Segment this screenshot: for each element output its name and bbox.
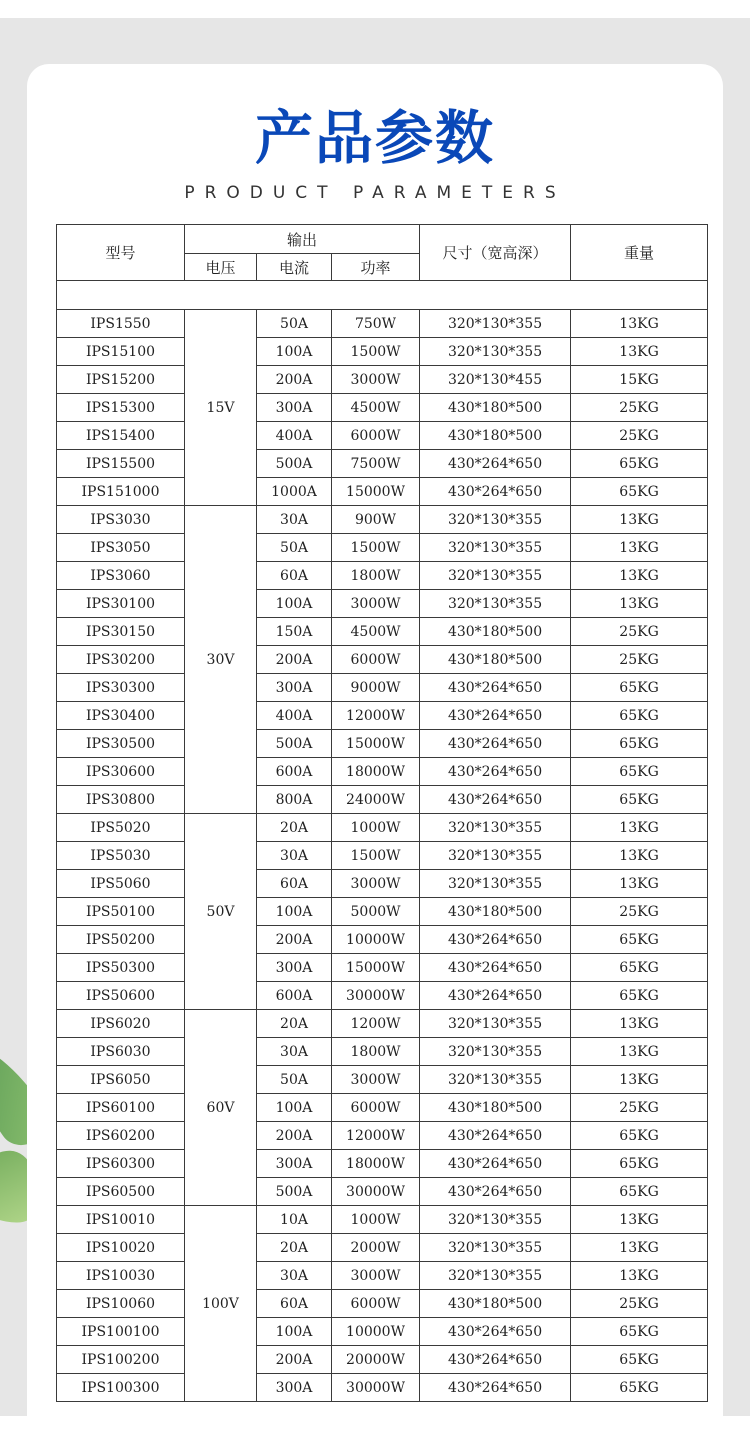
cell-current: 500A xyxy=(257,1178,332,1206)
cell-weight: 65KG xyxy=(571,674,708,702)
cell-model: IPS30200 xyxy=(57,646,185,674)
cell-size: 320*130*355 xyxy=(420,1262,571,1290)
cell-model: IPS5030 xyxy=(57,842,185,870)
table-row xyxy=(57,814,708,842)
cell-weight: 13KG xyxy=(571,590,708,618)
cell-model: IPS15300 xyxy=(57,394,185,422)
cell-size: 430*264*650 xyxy=(420,1374,571,1402)
cell-power: 3000W xyxy=(332,1066,420,1094)
cell-power: 15000W xyxy=(332,478,420,506)
cell-weight: 13KG xyxy=(571,310,708,338)
cell-weight: 65KG xyxy=(571,926,708,954)
cell-weight: 25KG xyxy=(571,394,708,422)
table-row xyxy=(57,618,708,646)
cell-model: IPS10060 xyxy=(57,1290,185,1318)
cell-size: 430*180*500 xyxy=(420,646,571,674)
cell-weight: 25KG xyxy=(571,898,708,926)
cell-size: 430*264*650 xyxy=(420,674,571,702)
cell-size: 430*180*500 xyxy=(420,618,571,646)
cell-size: 430*180*500 xyxy=(420,1094,571,1122)
cell-size: 430*264*650 xyxy=(420,730,571,758)
cell-current: 60A xyxy=(257,562,332,590)
table-row xyxy=(57,1038,708,1066)
cell-current: 300A xyxy=(257,394,332,422)
spacer-row xyxy=(57,281,708,310)
cell-size: 320*130*355 xyxy=(420,1066,571,1094)
cell-weight: 65KG xyxy=(571,702,708,730)
cell-voltage: 30V xyxy=(185,506,257,814)
cell-current: 400A xyxy=(257,702,332,730)
cell-model: IPS30800 xyxy=(57,786,185,814)
cell-power: 24000W xyxy=(332,786,420,814)
cell-weight: 13KG xyxy=(571,534,708,562)
cell-current: 20A xyxy=(257,1010,332,1038)
cell-size: 430*264*650 xyxy=(420,926,571,954)
table-row xyxy=(57,842,708,870)
cell-weight: 13KG xyxy=(571,1262,708,1290)
table-row xyxy=(57,478,708,506)
cell-current: 100A xyxy=(257,338,332,366)
cell-size: 430*264*650 xyxy=(420,1150,571,1178)
cell-size: 320*130*355 xyxy=(420,534,571,562)
table-row xyxy=(57,898,708,926)
cell-power: 7500W xyxy=(332,450,420,478)
cell-model: IPS3050 xyxy=(57,534,185,562)
cell-size: 430*264*650 xyxy=(420,702,571,730)
cell-size: 320*130*355 xyxy=(420,310,571,338)
cell-current: 200A xyxy=(257,646,332,674)
cell-size: 430*264*650 xyxy=(420,478,571,506)
cell-current: 300A xyxy=(257,1374,332,1402)
cell-power: 30000W xyxy=(332,1374,420,1402)
cell-weight: 65KG xyxy=(571,954,708,982)
cell-power: 6000W xyxy=(332,1094,420,1122)
table-row xyxy=(57,730,708,758)
cell-current: 600A xyxy=(257,982,332,1010)
cell-power: 750W xyxy=(332,310,420,338)
table-row xyxy=(57,1178,708,1206)
cell-weight: 65KG xyxy=(571,450,708,478)
table-row xyxy=(57,1290,708,1318)
cell-model: IPS5060 xyxy=(57,870,185,898)
cell-current: 200A xyxy=(257,926,332,954)
cell-power: 30000W xyxy=(332,982,420,1010)
table-row xyxy=(57,534,708,562)
cell-weight: 25KG xyxy=(571,422,708,450)
cell-power: 3000W xyxy=(332,1262,420,1290)
cell-current: 100A xyxy=(257,1094,332,1122)
header-weight: 重量 xyxy=(571,225,708,281)
cell-current: 300A xyxy=(257,954,332,982)
cell-current: 10A xyxy=(257,1206,332,1234)
cell-power: 1000W xyxy=(332,1206,420,1234)
cell-power: 4500W xyxy=(332,618,420,646)
cell-power: 3000W xyxy=(332,366,420,394)
header-power: 功率 xyxy=(332,254,420,281)
cell-size: 430*264*650 xyxy=(420,1318,571,1346)
cell-model: IPS50100 xyxy=(57,898,185,926)
cell-model: IPS6030 xyxy=(57,1038,185,1066)
cell-size: 430*180*500 xyxy=(420,1290,571,1318)
cell-model: IPS5020 xyxy=(57,814,185,842)
cell-power: 1000W xyxy=(332,814,420,842)
cell-model: IPS60500 xyxy=(57,1178,185,1206)
cell-model: IPS50300 xyxy=(57,954,185,982)
cell-current: 500A xyxy=(257,730,332,758)
table-row xyxy=(57,338,708,366)
table-row xyxy=(57,1262,708,1290)
cell-current: 100A xyxy=(257,590,332,618)
cell-model: IPS10020 xyxy=(57,1234,185,1262)
cell-current: 600A xyxy=(257,758,332,786)
cell-voltage: 15V xyxy=(185,310,257,506)
cell-model: IPS15500 xyxy=(57,450,185,478)
table-row xyxy=(57,422,708,450)
cell-current: 300A xyxy=(257,674,332,702)
cell-model: IPS6020 xyxy=(57,1010,185,1038)
cell-power: 1200W xyxy=(332,1010,420,1038)
cell-model: IPS30150 xyxy=(57,618,185,646)
cell-power: 6000W xyxy=(332,1290,420,1318)
cell-current: 30A xyxy=(257,1038,332,1066)
cell-weight: 13KG xyxy=(571,814,708,842)
cell-current: 150A xyxy=(257,618,332,646)
table-row xyxy=(57,674,708,702)
cell-model: IPS100200 xyxy=(57,1346,185,1374)
cell-weight: 65KG xyxy=(571,478,708,506)
page-title: 产品参数 xyxy=(254,104,495,172)
cell-power: 1500W xyxy=(332,338,420,366)
cell-weight: 65KG xyxy=(571,982,708,1010)
cell-power: 20000W xyxy=(332,1346,420,1374)
cell-power: 30000W xyxy=(332,1178,420,1206)
table-row xyxy=(57,786,708,814)
cell-model: IPS30500 xyxy=(57,730,185,758)
cell-model: IPS60200 xyxy=(57,1122,185,1150)
cell-current: 100A xyxy=(257,898,332,926)
cell-current: 200A xyxy=(257,366,332,394)
cell-weight: 65KG xyxy=(571,1346,708,1374)
cell-power: 3000W xyxy=(332,590,420,618)
cell-power: 1500W xyxy=(332,534,420,562)
cell-power: 18000W xyxy=(332,1150,420,1178)
cell-size: 320*130*355 xyxy=(420,562,571,590)
cell-model: IPS15100 xyxy=(57,338,185,366)
cell-model: IPS1550 xyxy=(57,310,185,338)
cell-size: 430*180*500 xyxy=(420,422,571,450)
parameter-table xyxy=(56,224,708,1402)
cell-size: 430*264*650 xyxy=(420,1346,571,1374)
cell-current: 60A xyxy=(257,1290,332,1318)
cell-voltage: 100V xyxy=(185,1206,257,1402)
cell-model: IPS30100 xyxy=(57,590,185,618)
cell-current: 1000A xyxy=(257,478,332,506)
cell-power: 2000W xyxy=(332,1234,420,1262)
cell-weight: 25KG xyxy=(571,1094,708,1122)
table-row xyxy=(57,982,708,1010)
cell-current: 200A xyxy=(257,1122,332,1150)
cell-power: 9000W xyxy=(332,674,420,702)
cell-model: IPS10010 xyxy=(57,1206,185,1234)
cell-size: 320*130*355 xyxy=(420,814,571,842)
cell-power: 1500W xyxy=(332,842,420,870)
cell-current: 50A xyxy=(257,1066,332,1094)
cell-weight: 65KG xyxy=(571,730,708,758)
table-row xyxy=(57,1206,708,1234)
cell-size: 430*264*650 xyxy=(420,1178,571,1206)
cell-current: 50A xyxy=(257,534,332,562)
cell-model: IPS30400 xyxy=(57,702,185,730)
cell-weight: 13KG xyxy=(571,870,708,898)
cell-size: 320*130*355 xyxy=(420,870,571,898)
cell-model: IPS50200 xyxy=(57,926,185,954)
cell-weight: 65KG xyxy=(571,1122,708,1150)
cell-size: 430*264*650 xyxy=(420,1122,571,1150)
spacer-cell xyxy=(57,281,708,310)
cell-size: 320*130*355 xyxy=(420,842,571,870)
cell-size: 320*130*355 xyxy=(420,1206,571,1234)
cell-power: 6000W xyxy=(332,646,420,674)
cell-model: IPS3030 xyxy=(57,506,185,534)
cell-size: 430*180*500 xyxy=(420,898,571,926)
header-model: 型号 xyxy=(57,225,185,281)
cell-current: 800A xyxy=(257,786,332,814)
cell-weight: 13KG xyxy=(571,842,708,870)
cell-size: 430*264*650 xyxy=(420,954,571,982)
cell-model: IPS60100 xyxy=(57,1094,185,1122)
cell-current: 30A xyxy=(257,842,332,870)
cell-weight: 25KG xyxy=(571,646,708,674)
cell-power: 3000W xyxy=(332,870,420,898)
cell-size: 430*264*650 xyxy=(420,982,571,1010)
table-row xyxy=(57,926,708,954)
cell-power: 12000W xyxy=(332,702,420,730)
cell-weight: 13KG xyxy=(571,1206,708,1234)
cell-size: 320*130*355 xyxy=(420,1038,571,1066)
cell-model: IPS50600 xyxy=(57,982,185,1010)
cell-weight: 13KG xyxy=(571,562,708,590)
header-voltage: 电压 xyxy=(185,254,257,281)
cell-current: 20A xyxy=(257,1234,332,1262)
table-row xyxy=(57,366,708,394)
cell-size: 430*264*650 xyxy=(420,786,571,814)
cell-model: IPS100100 xyxy=(57,1318,185,1346)
cell-current: 300A xyxy=(257,1150,332,1178)
cell-weight: 25KG xyxy=(571,1290,708,1318)
table-row xyxy=(57,870,708,898)
cell-weight: 65KG xyxy=(571,786,708,814)
cell-power: 10000W xyxy=(332,1318,420,1346)
cell-model: IPS10030 xyxy=(57,1262,185,1290)
cell-current: 20A xyxy=(257,814,332,842)
header-size: 尺寸（宽高深） xyxy=(420,225,571,281)
table-row xyxy=(57,954,708,982)
table-row xyxy=(57,1234,708,1262)
cell-power: 15000W xyxy=(332,730,420,758)
cell-power: 18000W xyxy=(332,758,420,786)
cell-weight: 25KG xyxy=(571,618,708,646)
table-row xyxy=(57,1122,708,1150)
page-top-strip xyxy=(0,0,750,18)
cell-power: 12000W xyxy=(332,1122,420,1150)
cell-current: 60A xyxy=(257,870,332,898)
cell-size: 320*130*355 xyxy=(420,1010,571,1038)
page-subtitle: PRODUCT PARAMETERS xyxy=(184,183,566,203)
table-row xyxy=(57,1010,708,1038)
cell-weight: 65KG xyxy=(571,1150,708,1178)
table-row xyxy=(57,1150,708,1178)
cell-weight: 13KG xyxy=(571,1234,708,1262)
cell-weight: 13KG xyxy=(571,338,708,366)
cell-model: IPS151000 xyxy=(57,478,185,506)
header-current: 电流 xyxy=(257,254,332,281)
cell-weight: 65KG xyxy=(571,1178,708,1206)
table-row xyxy=(57,590,708,618)
cell-power: 10000W xyxy=(332,926,420,954)
table-row xyxy=(57,310,708,338)
cell-model: IPS15200 xyxy=(57,366,185,394)
cell-weight: 13KG xyxy=(571,506,708,534)
cell-size: 320*130*455 xyxy=(420,366,571,394)
header-output: 输出 xyxy=(185,225,420,254)
table-row xyxy=(57,506,708,534)
cell-power: 6000W xyxy=(332,422,420,450)
cell-size: 320*130*355 xyxy=(420,1234,571,1262)
cell-model: IPS60300 xyxy=(57,1150,185,1178)
cell-size: 430*264*650 xyxy=(420,450,571,478)
cell-weight: 65KG xyxy=(571,1374,708,1402)
table-row xyxy=(57,1094,708,1122)
cell-weight: 13KG xyxy=(571,1038,708,1066)
cell-weight: 13KG xyxy=(571,1066,708,1094)
table-row xyxy=(57,646,708,674)
cell-power: 5000W xyxy=(332,898,420,926)
cell-current: 400A xyxy=(257,422,332,450)
table-row xyxy=(57,1318,708,1346)
cell-size: 430*264*650 xyxy=(420,758,571,786)
cell-voltage: 60V xyxy=(185,1010,257,1206)
cell-model: IPS30300 xyxy=(57,674,185,702)
table-row xyxy=(57,702,708,730)
cell-weight: 65KG xyxy=(571,758,708,786)
cell-power: 1800W xyxy=(332,1038,420,1066)
cell-model: IPS30600 xyxy=(57,758,185,786)
cell-current: 200A xyxy=(257,1346,332,1374)
cell-size: 320*130*355 xyxy=(420,506,571,534)
table-row xyxy=(57,758,708,786)
cell-current: 30A xyxy=(257,1262,332,1290)
cell-model: IPS3060 xyxy=(57,562,185,590)
cell-current: 500A xyxy=(257,450,332,478)
cell-power: 1800W xyxy=(332,562,420,590)
cell-power: 4500W xyxy=(332,394,420,422)
table-row xyxy=(57,1374,708,1402)
cell-power: 15000W xyxy=(332,954,420,982)
table-row xyxy=(57,1066,708,1094)
cell-model: IPS15400 xyxy=(57,422,185,450)
table-row xyxy=(57,450,708,478)
cell-size: 320*130*355 xyxy=(420,590,571,618)
cell-current: 30A xyxy=(257,506,332,534)
cell-weight: 15KG xyxy=(571,366,708,394)
cell-current: 100A xyxy=(257,1318,332,1346)
cell-model: IPS100300 xyxy=(57,1374,185,1402)
cell-current: 50A xyxy=(257,310,332,338)
cell-voltage: 50V xyxy=(185,814,257,1010)
cell-size: 430*180*500 xyxy=(420,394,571,422)
cell-model: IPS6050 xyxy=(57,1066,185,1094)
cell-weight: 65KG xyxy=(571,1318,708,1346)
table-row xyxy=(57,394,708,422)
cell-power: 900W xyxy=(332,506,420,534)
table-row xyxy=(57,562,708,590)
cell-weight: 13KG xyxy=(571,1010,708,1038)
table-row xyxy=(57,1346,708,1374)
cell-size: 320*130*355 xyxy=(420,338,571,366)
